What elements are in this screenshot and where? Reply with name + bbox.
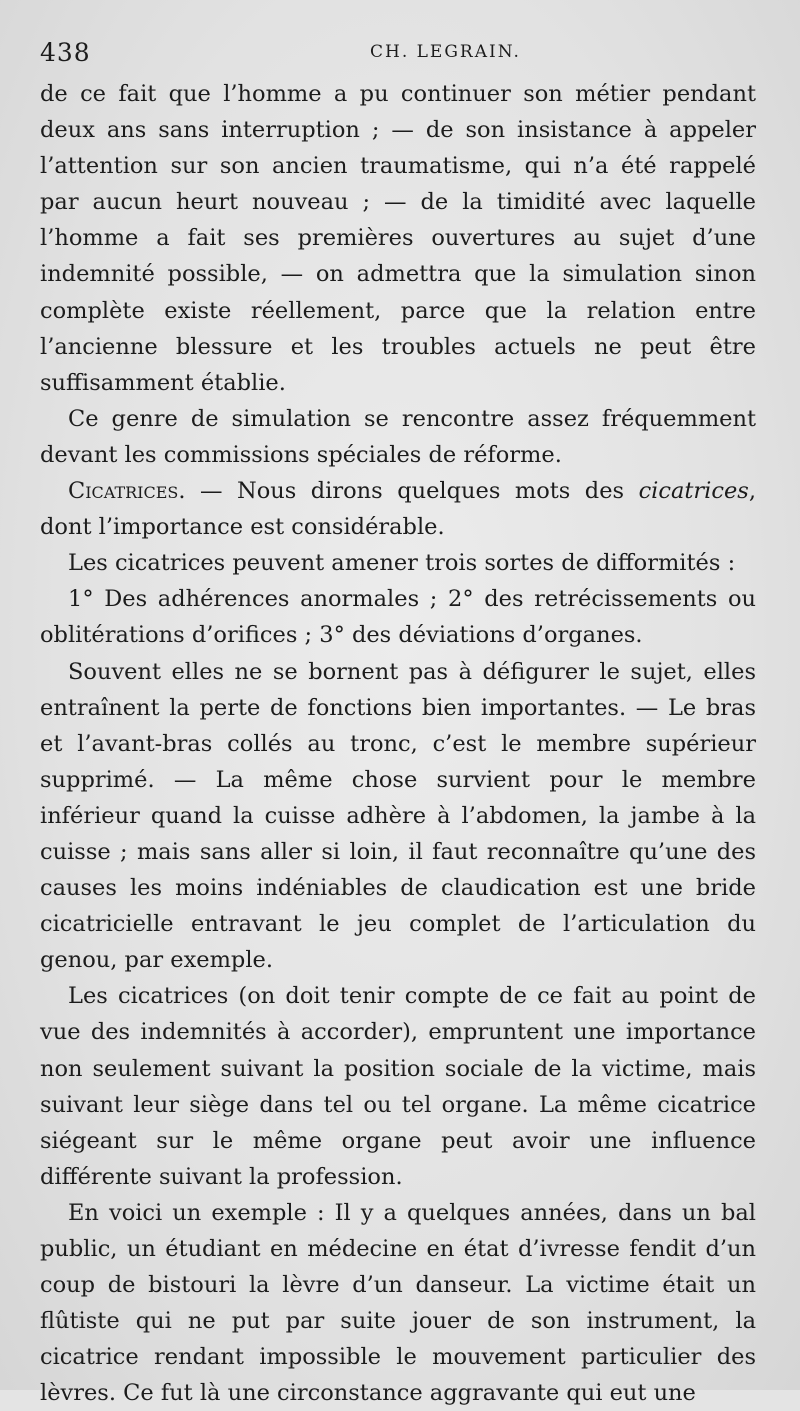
paragraph-fonctions: Souvent elles ne se bornent pas à défigurer le sujet, elles entraînent la perte de fonctions bien importantes. — Le bras et l’avant-bras collés au tronc, c’est le membre supérieur supprimé. — La même chose survient pour le membre inférieur quand la cuisse adhère à l’abdomen, la jambe à la cuisse ; mais sans aller si loin, il faut reconnaître qu’une des causes les moins indéniables de claudication est une bride cicatricielle entravant le jeu complet de l’articulation du genou, par exemple. xyxy=(40,658,756,974)
paragraph-text: — Nous dirons quelques mots des xyxy=(185,478,639,505)
paragraph-exemple: En voici un exemple : Il y a quelques années, dans un bal public, un étudiant en médecine en état d’ivresse fendit d’un coup de bistouri la lèvre d’un danseur. La victime était un flûtiste qui ne put par suite jouer de son instrument, la cicatrice rendant impossible le mouvement particulier des lèvres. Ce fut là une circonstance aggravante qui eut une xyxy=(40,1199,756,1407)
paragraph-enumeration: 1° Des adhérences anormales ; 2° des retrécissements ou oblitérations d’orifices ; 3° des déviations d’organes. xyxy=(40,586,756,649)
paragraph-simulation: Ce genre de simulation se rencontre assez fréquemment devant les commissions spéciales de réforme. xyxy=(40,405,756,468)
paragraph-indemnites: Les cicatrices (on doit tenir compte de ce fait au point de vue des indemnités à accorder), empruntent une importance non seulement suivant la position sociale de la victime, mais suivant leur siège dans tel ou tel organe. La même cicatrice siégeant sur le même organe peut avoir une influence différente suivant la profession. xyxy=(40,983,756,1190)
paragraph-difformites: Les cicatrices peuvent amener trois sortes de difformités : xyxy=(68,550,736,577)
running-head: CH. LEGRAIN. xyxy=(370,42,521,62)
page-header xyxy=(40,38,760,68)
paragraph-continuation: de ce fait que l’homme a pu continuer son métier pendant deux ans sans interruption ; — de son insistance à appeler l’attention sur son ancien traumatisme, qui n’a été rappelé par aucun heurt nouveau ; — de la timidité avec laquelle l’homme a fait ses premières ouvertures au sujet d’une indemnité possible, — on admettra que la simulation sinon complète existe réellement, parce que la relation entre l’ancienne blessure et les troubles actuels ne peut être suffisamment établie. xyxy=(40,81,756,396)
paragraph-cicatrices-intro xyxy=(40,473,756,545)
paragraph-text: , dont l’importance est considérable. xyxy=(40,478,756,541)
emphasis-cicatrices: cicatrices xyxy=(638,478,749,505)
section-heading-cicatrices: Cicatrices. xyxy=(68,478,186,505)
page-number: 438 xyxy=(40,38,91,67)
body-text xyxy=(40,76,756,1411)
